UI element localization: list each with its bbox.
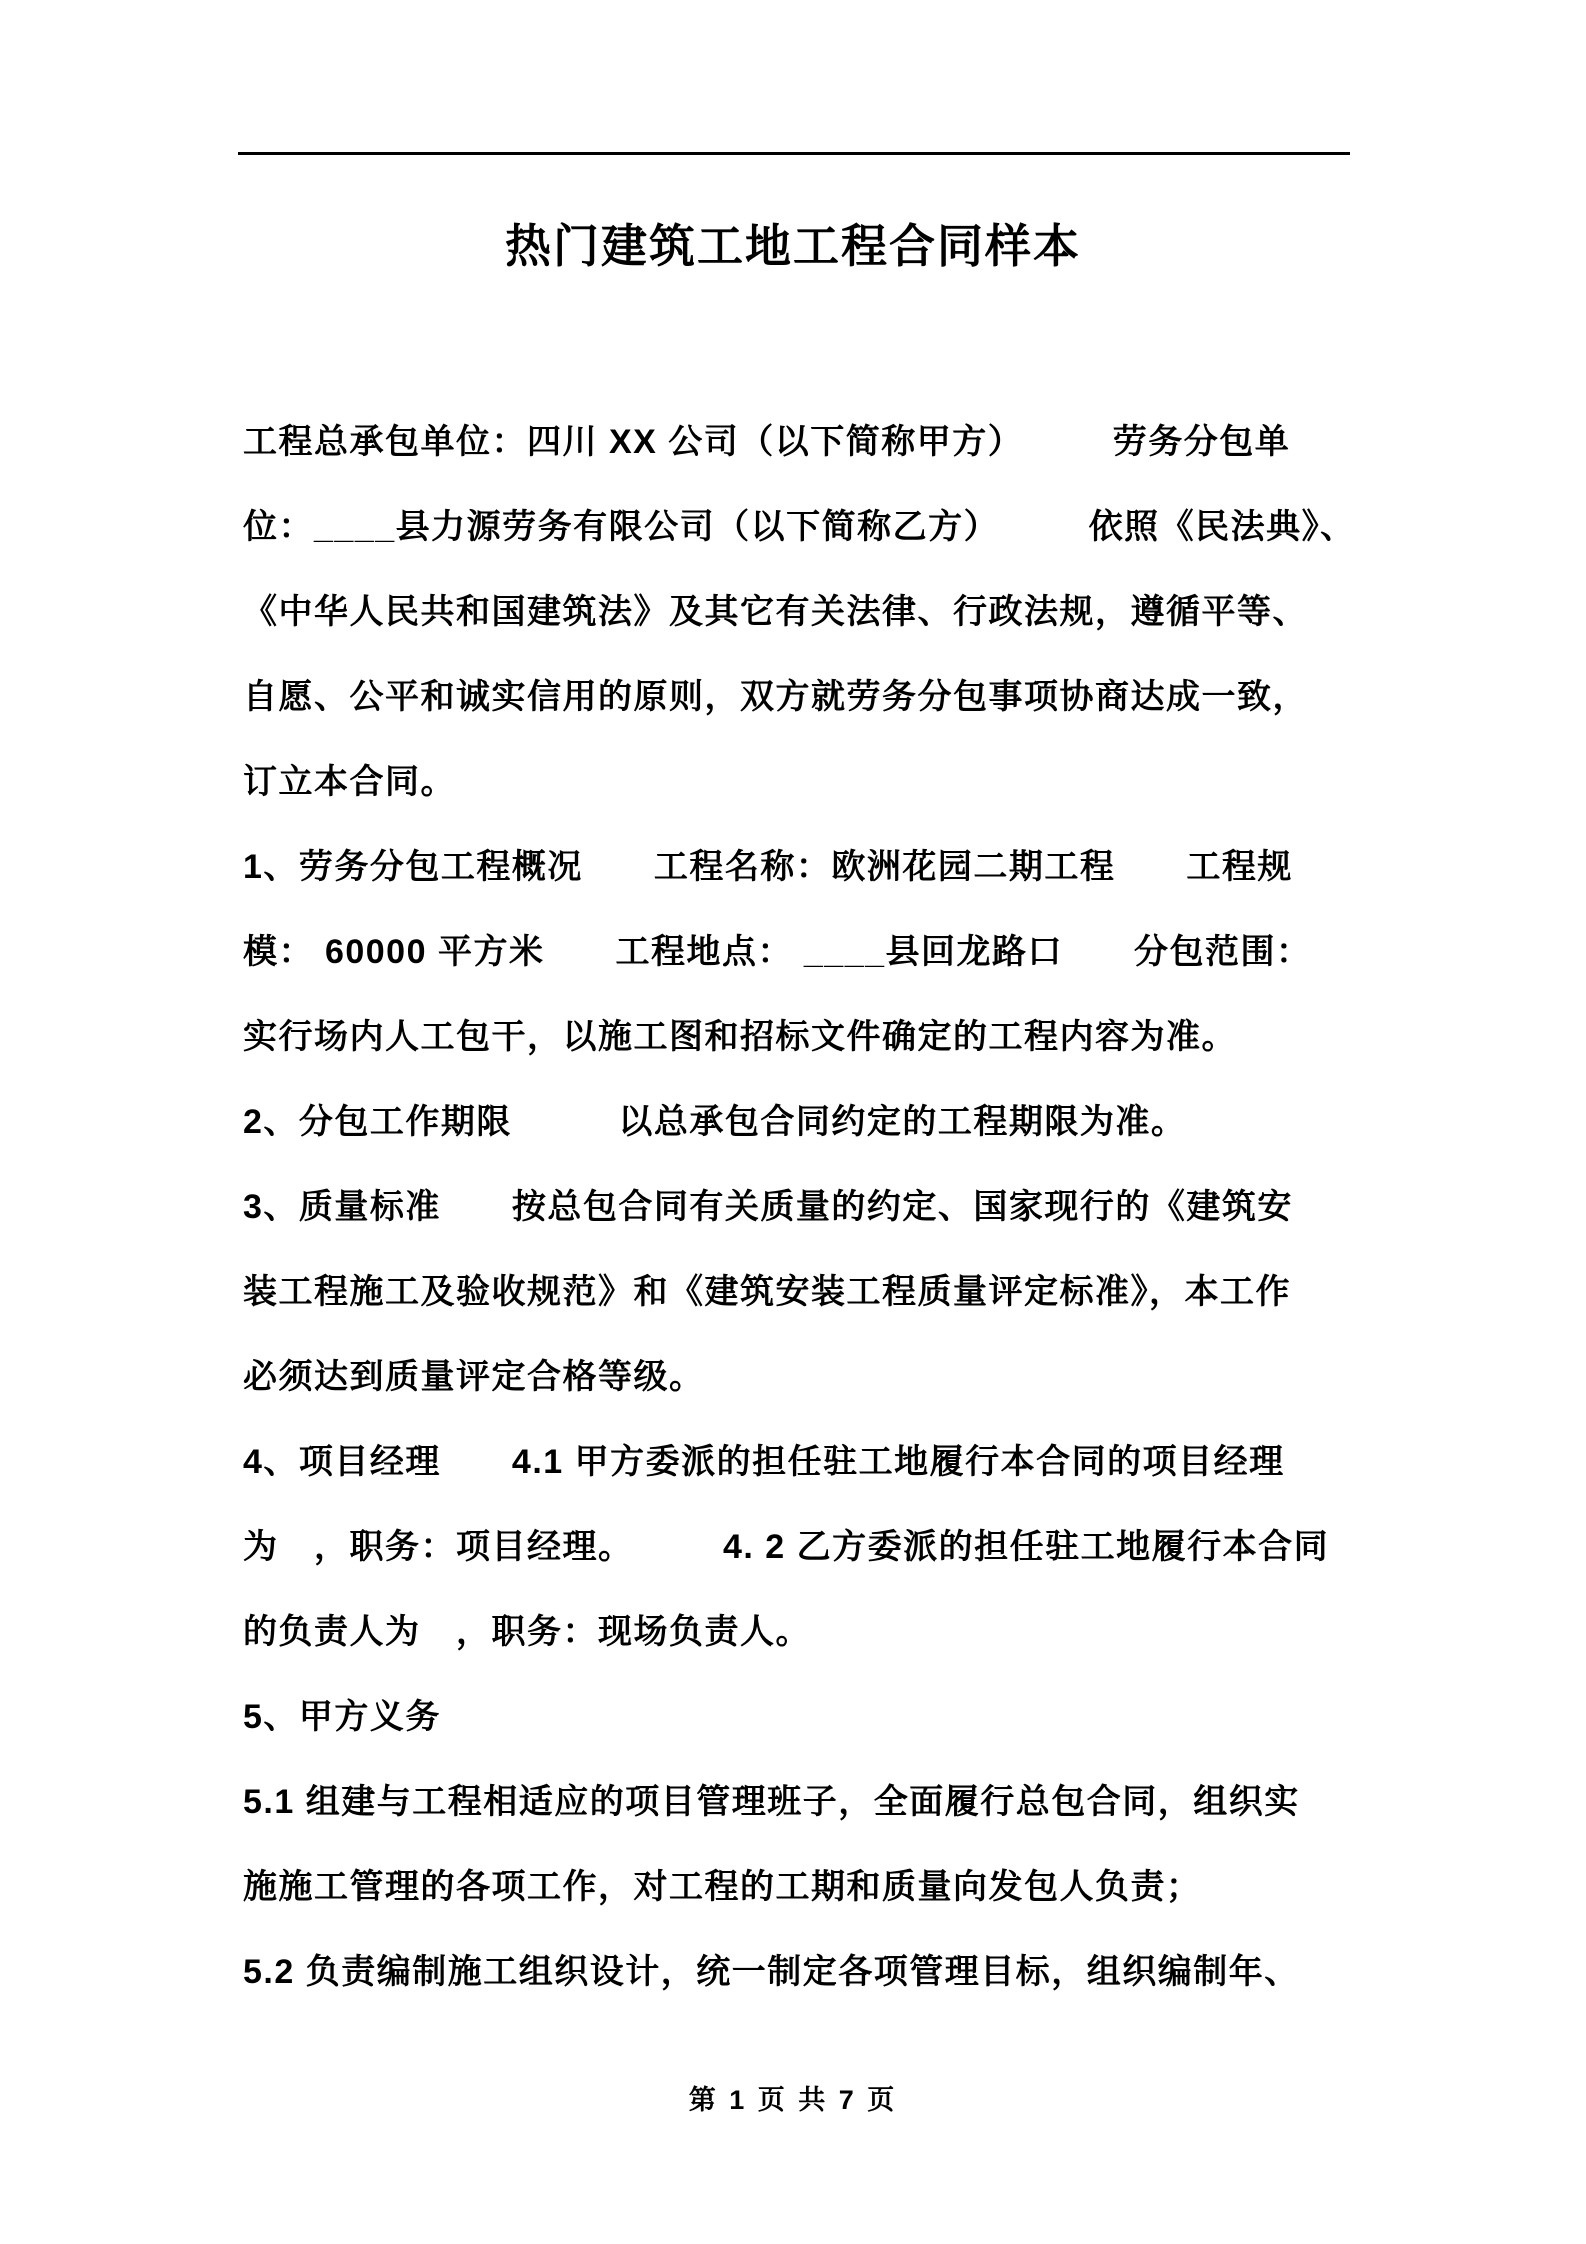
contract-line: 订立本合同。: [243, 763, 456, 801]
document-title: 热门建筑工地工程合同样本: [505, 220, 1081, 272]
contract-line: 《中华人民共和国建筑法》及其它有关法律、行政法规，遵循平等、: [243, 593, 1308, 631]
contract-line: 实行场内人工包干，以施工图和招标文件确定的工程内容为准。: [243, 1018, 1237, 1056]
contract-line: 装工程施工及验收规范》和《建筑安装工程质量评定标准》，本工作: [243, 1273, 1291, 1311]
contract-line: 模： 60000 平方米 工程地点： ____县回龙路口 分包范围：: [243, 933, 1312, 971]
contract-line: 4、项目经理 4.1 甲方委派的担任驻工地履行本合同的项目经理: [243, 1443, 1285, 1481]
contract-line: 2、分包工作期限 以总承包合同约定的工程期限为准。: [243, 1103, 1187, 1141]
contract-line: 必须达到质量评定合格等级。: [243, 1358, 705, 1396]
contract-line: 位：____县力源劳务有限公司（以下简称乙方） 依照《民法典》、: [243, 508, 1356, 546]
header-rule: [238, 152, 1350, 155]
contract-line: 1、劳务分包工程概况 工程名称：欧洲花园二期工程 工程规: [243, 848, 1293, 886]
contract-line: 施施工管理的各项工作，对工程的工期和质量向发包人负责；: [243, 1868, 1202, 1906]
contract-line: 自愿、公平和诚实信用的原则，双方就劳务分包事项协商达成一致，: [243, 678, 1308, 716]
contract-line: 5、甲方义务: [243, 1698, 441, 1736]
contract-line: 为 ，职务：项目经理。 4. 2 乙方委派的担任驻工地履行本合同: [243, 1528, 1330, 1566]
page-number-footer: 第 1 页 共 7 页: [688, 2085, 898, 2115]
contract-body: [243, 400, 1358, 2015]
contract-line: 5.2 负责编制施工组织设计，统一制定各项管理目标，组织编制年、: [243, 1953, 1300, 1991]
contract-line: 工程总承包单位：四川 XX 公司（以下简称甲方） 劳务分包单: [243, 423, 1291, 461]
contract-line: 5.1 组建与工程相适应的项目管理班子，全面履行总包合同，组织实: [243, 1783, 1300, 1821]
contract-line: 的负责人为 ，职务：现场负责人。: [243, 1613, 811, 1651]
contract-line: 3、质量标准 按总包合同有关质量的约定、国家现行的《建筑安: [243, 1188, 1293, 1226]
